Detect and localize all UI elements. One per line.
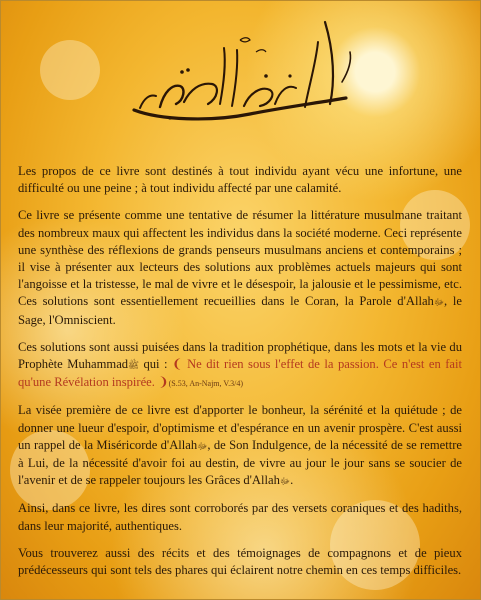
- paragraph-3-text: Ces solutions sont aussi puisées dans la tradition prophétique, dans les mots et la vie du Prophète Muhammad: [18, 339, 462, 372]
- quran-quote: Ne dit rien sous l'effet de la passion. Ce n'est en fait qu'une Révélation inspirée.: [18, 357, 462, 390]
- paragraph-4-text: La visée première de ce livre est d'apporter le bonheur, la sérénité et la quiétude ; de donner une lueur d'espoir, d'optimisme et d'espérance en un avenir prospère. C'est aussi un rappel de la Miséricorde d'Allah: [18, 403, 462, 452]
- paragraph-3: [18, 339, 462, 393]
- arabic-calligraphy-heading: [120, 12, 360, 127]
- paragraph-5-text: Ainsi, dans ce livre, les dires sont corroborés par des versets coraniques et des hadiths, dans leur majorité, authentiques.: [18, 501, 462, 533]
- honorific-prophet-icon: ﷺ: [128, 360, 139, 371]
- honorific-allah-icon: ﷻ: [433, 297, 445, 308]
- quote-close-bracket: ❩: [158, 375, 169, 390]
- paragraph-2-text-end: , le Sage, l'Omniscient.: [18, 294, 462, 327]
- paragraph-3-text-mid: qui :: [138, 357, 173, 372]
- paragraph-6-text: Vous trouverez aussi des récits et des témoignages de compagnons et de pieux prédécesseurs qui sont tels des phares qui éclairent notre chemin en ces temps difficiles.: [18, 545, 462, 578]
- honorific-allah-icon: ﷻ: [197, 440, 208, 451]
- paragraph-2-text: Ce livre se présente comme une tentative de résumer la littérature musulmane traitant des nombreux maux qui affectent les individus dans la société moderne. Ceci représente une synthèse des réflexions de grands penseurs musulmans anciens et contemporains ; il vise à présenter aux lecteurs des solutions aux problèmes actuels majeurs qui sont l'angoisse et la tristesse, le mal de vivre et le désespoir, la jalousie et le pessimisme, etc. Ces solutions sont essentiellement recueillies dans le Coran, la Parole d'Allah: [18, 208, 462, 309]
- paragraph-4-text-end: .: [290, 473, 294, 488]
- paragraph-1-text: Les propos de ce livre sont destinés à tout individu ayant vécu une infortune, une difficulté ou une peine ; à tout individu affecté par une calamité.: [18, 164, 462, 196]
- paragraph-2: [18, 207, 462, 328]
- bokeh-light: [40, 40, 100, 100]
- honorific-allah-icon: ﷻ: [279, 476, 291, 487]
- paragraph-4: [18, 402, 462, 490]
- quote-open-bracket: ❨: [172, 357, 183, 372]
- intro-text: [18, 163, 462, 579]
- paragraph-5: [18, 500, 462, 534]
- quote-reference: (S.53, An-Najm, V.3/4): [168, 379, 244, 389]
- paragraph-4-text-mid: , de Son Indulgence, de la nécessité de se remettre à Lui, de la nécessité d'avoir foi au destin, de vivre au jour le jour sans se soucier de l'avenir et de se rappeler toujours les Grâces d'Allah: [18, 437, 462, 488]
- paragraph-1: [18, 163, 462, 197]
- paragraph-6: [18, 545, 462, 579]
